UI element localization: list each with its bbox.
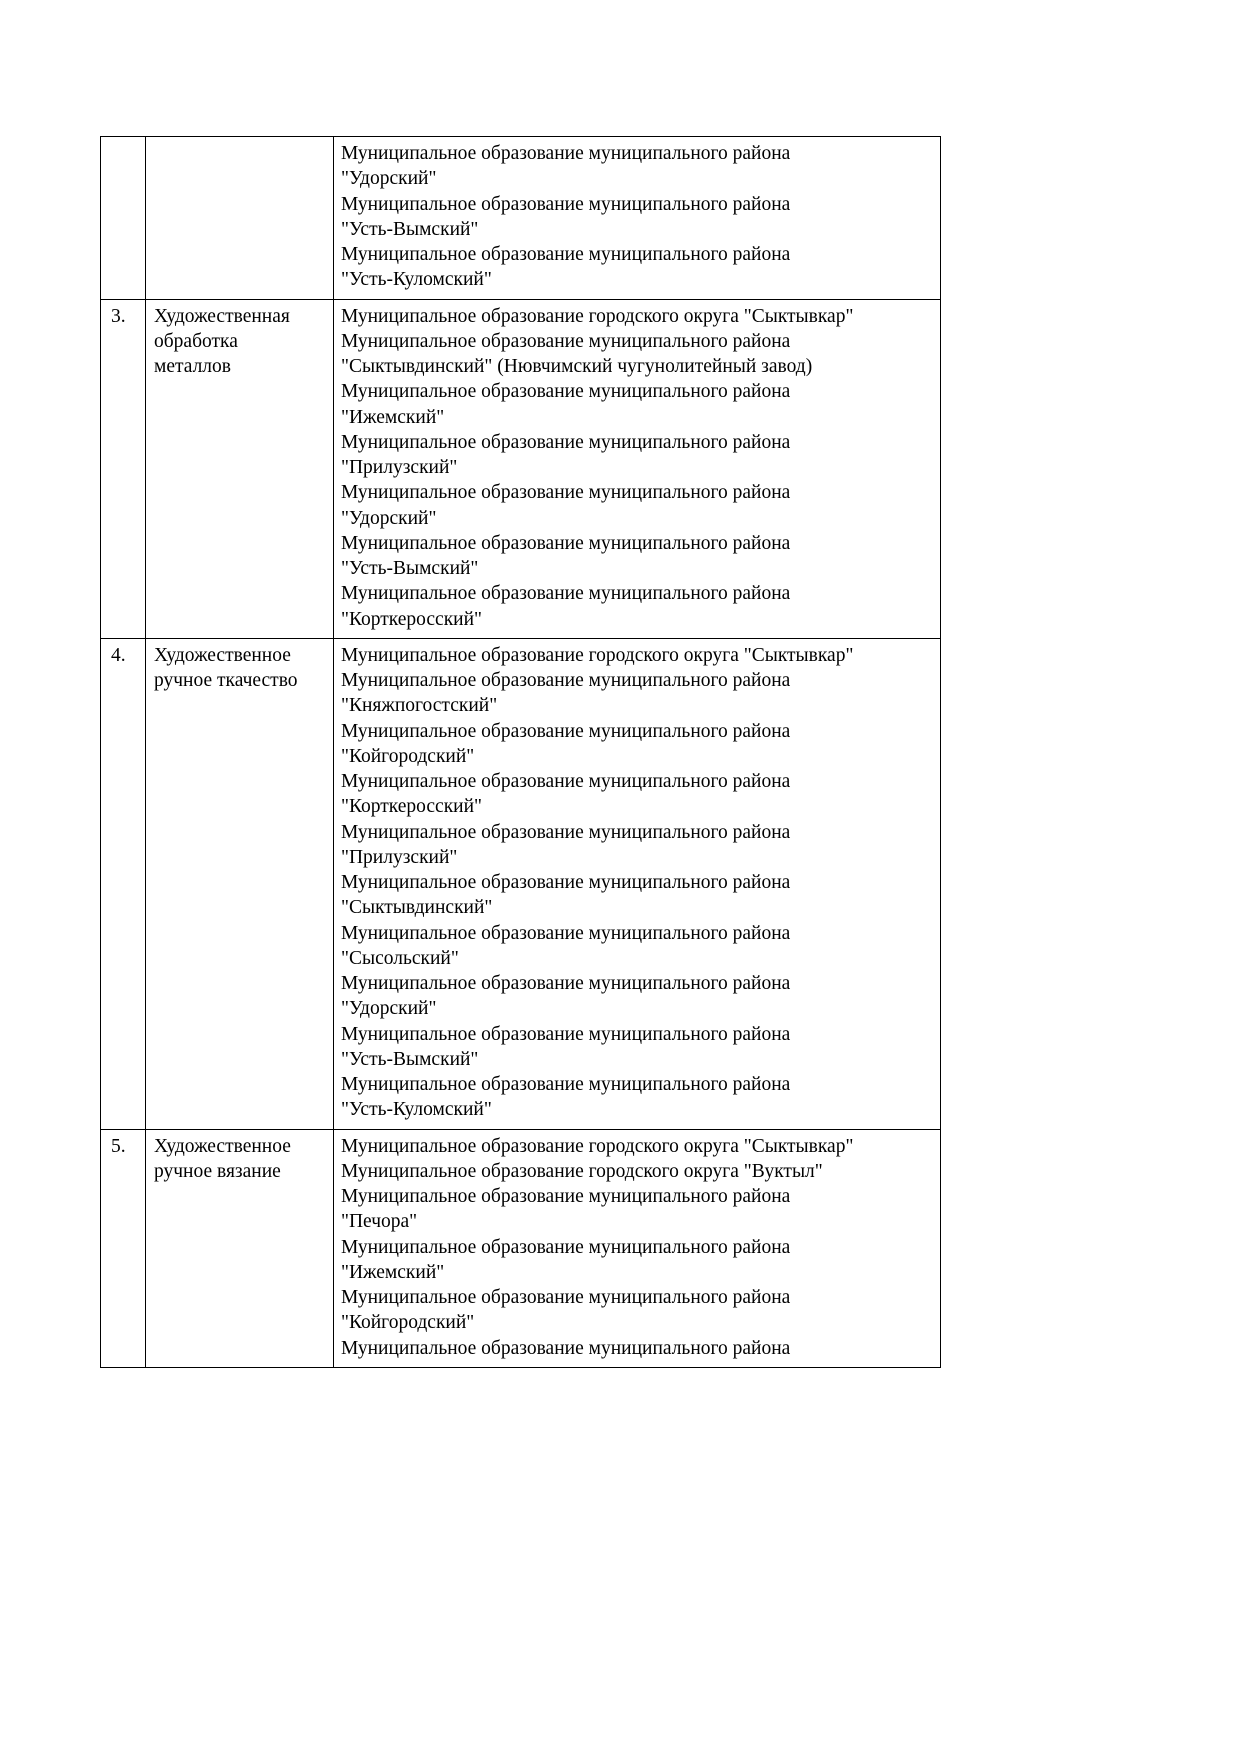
municipality-text-line: Муниципальное образование муниципального района bbox=[341, 583, 791, 605]
municipality-text-line: Муниципальное образование муниципального района bbox=[341, 771, 791, 792]
craft-name-cell bbox=[146, 299, 334, 638]
crafts-table bbox=[100, 136, 941, 1368]
municipality-text-line: "Сыктывдинский" bbox=[341, 897, 493, 919]
table-row bbox=[101, 638, 941, 1129]
municipalities-cell bbox=[334, 137, 941, 300]
municipalities-cell bbox=[334, 1129, 941, 1367]
municipality-text-line: Муниципальное образование городского округа "Сыктывкар" bbox=[341, 644, 854, 666]
craft-name-cell bbox=[146, 638, 334, 1129]
row-number-cell: 3. bbox=[101, 299, 146, 638]
municipality-text-line: Муниципальное образование муниципального района bbox=[341, 431, 791, 453]
row-number-cell bbox=[101, 137, 146, 300]
municipality-text-line: Муниципальное образование муниципального района bbox=[341, 720, 791, 742]
municipality-text-line: Муниципальное образование муниципального района bbox=[341, 1186, 791, 1207]
municipality-text-line: "Ижемский" bbox=[341, 1261, 445, 1283]
municipality-text-line: "Прилузский" bbox=[341, 457, 458, 478]
craft-name-cell bbox=[146, 1129, 334, 1367]
municipality-text-line: Муниципальное образование муниципального района bbox=[341, 482, 791, 504]
municipality-text-line: Муниципальное образование муниципального района bbox=[341, 1287, 791, 1308]
municipality-text-line: Муниципальное образование муниципального района bbox=[341, 973, 791, 994]
municipality-text-line: "Сыктывдинский" (Нювчимский чугунолитейный завод) bbox=[341, 356, 813, 377]
municipality-text-line: Муниципальное образование муниципального района bbox=[341, 532, 791, 554]
municipality-text-line: "Ижемский" bbox=[341, 406, 445, 428]
municipality-text-line: Муниципальное образование муниципального района bbox=[341, 1023, 791, 1045]
municipality-text-line: Муниципальное образование муниципального района bbox=[341, 143, 791, 164]
municipality-text-line: Муниципальное образование городского округа "Сыктывкар" bbox=[341, 1135, 854, 1157]
municipality-text-line: "Удорский" bbox=[341, 507, 437, 529]
table-body bbox=[101, 137, 941, 1368]
municipality-text-line: Муниципальное образование муниципального района bbox=[341, 1236, 791, 1258]
municipality-text-line: Муниципальное образование муниципального района bbox=[341, 821, 791, 843]
craft-text-line: обработка bbox=[154, 330, 238, 352]
table-row bbox=[101, 137, 941, 300]
craft-text-line: ручное вязание bbox=[154, 1160, 281, 1182]
municipality-text-line: Муниципальное образование городского округа "Вуктыл" bbox=[341, 1160, 823, 1182]
craft-name-cell bbox=[146, 137, 334, 300]
craft-text-line: ручное ткачество bbox=[154, 670, 298, 691]
municipality-text-line: Муниципальное образование муниципального района bbox=[341, 1074, 791, 1095]
municipality-text-line: "Корткеросский" bbox=[341, 796, 483, 818]
municipality-text-line: "Койгородский" bbox=[341, 745, 475, 767]
craft-text-line: Художественная bbox=[154, 305, 290, 327]
municipality-text-line: "Сысольский" bbox=[341, 947, 459, 969]
craft-text-line: металлов bbox=[154, 356, 232, 377]
municipality-text-line: "Удорский" bbox=[341, 168, 437, 190]
municipality-text-line: Муниципальное образование муниципального района bbox=[341, 1337, 791, 1359]
craft-text-line: Художественное bbox=[154, 1135, 291, 1157]
municipality-text-line: Муниципальное образование городского округа "Сыктывкар" bbox=[341, 305, 854, 327]
craft-text-line: Художественное bbox=[154, 644, 291, 666]
table-row bbox=[101, 299, 941, 638]
municipality-text-line: Муниципальное образование муниципального района bbox=[341, 330, 791, 352]
municipality-text-line: Муниципальное образование муниципального района bbox=[341, 922, 791, 944]
municipality-text-line: "Удорский" bbox=[341, 998, 437, 1020]
municipality-text-line: "Княжпогостский" bbox=[341, 695, 498, 717]
municipality-text-line: "Усть-Куломский" bbox=[341, 269, 492, 291]
table-row bbox=[101, 1129, 941, 1367]
municipality-text-line: "Усть-Вымский" bbox=[341, 218, 479, 240]
municipalities-cell bbox=[334, 638, 941, 1129]
municipality-text-line: Муниципальное образование муниципального района bbox=[341, 381, 791, 403]
row-number-cell: 5. bbox=[101, 1129, 146, 1367]
municipality-text-line: Муниципальное образование муниципального района bbox=[341, 193, 791, 215]
municipality-text-line: Муниципальное образование муниципального района bbox=[341, 670, 791, 691]
municipality-text-line: "Корткеросский" bbox=[341, 608, 483, 630]
municipality-text-line: Муниципальное образование муниципального района bbox=[341, 244, 791, 265]
municipality-text-line: "Печора" bbox=[341, 1211, 418, 1233]
municipality-text-line: "Усть-Вымский" bbox=[341, 558, 479, 579]
municipality-text-line: "Усть-Куломский" bbox=[341, 1099, 492, 1121]
municipality-text-line: Муниципальное образование муниципального района bbox=[341, 872, 791, 893]
municipality-text-line: "Койгородский" bbox=[341, 1312, 475, 1334]
municipalities-cell bbox=[334, 299, 941, 638]
municipality-text-line: "Прилузский" bbox=[341, 846, 458, 868]
municipality-text-line: "Усть-Вымский" bbox=[341, 1048, 479, 1070]
row-number-cell: 4. bbox=[101, 638, 146, 1129]
